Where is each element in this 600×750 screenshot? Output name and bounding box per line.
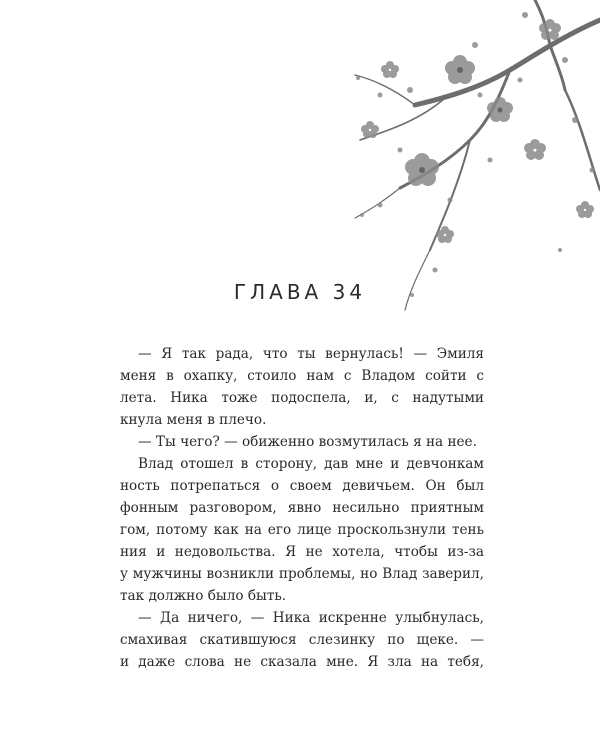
text-line: лета. Ника тоже подоспела, и, с надутыми <box>120 390 484 406</box>
text-line: — Я так рада, что ты вернулась! — Эмиля <box>138 346 484 362</box>
text-line: — Да ничего, — Ника искренне улыбнулась, <box>138 610 484 626</box>
text-line: смахивая скатившуюся слезинку по щеке. — <box>120 632 484 648</box>
text-line: так должно было быть. <box>120 588 287 604</box>
text-line: меня в охапку, стоило нам с Владом сойти с <box>120 368 484 384</box>
text-line: и даже слова не сказала мне. Я зла на тебя, <box>120 654 484 670</box>
chapter-body <box>120 343 484 673</box>
text-line: — Ты чего? — обиженно возмутилась я на нее. <box>138 434 477 450</box>
text-line: у мужчины возникли проблемы, но Влад заверил, <box>120 566 484 582</box>
text-line: гом, потому как на его лице проскользнули тень <box>120 522 484 538</box>
text-line: ния и недовольства. Я не хотела, чтобы из-за <box>120 544 484 560</box>
text-line: кнула меня в плечо. <box>120 412 267 428</box>
text-line: Влад отошел в сторону, дав мне и девчонкам <box>138 456 484 472</box>
text-line: ность потрепаться о своем девичьем. Он был <box>120 478 484 494</box>
chapter-title: ГЛАВА 34 <box>233 280 367 304</box>
text-line: фонным разговором, явно несильно приятным <box>120 500 484 516</box>
